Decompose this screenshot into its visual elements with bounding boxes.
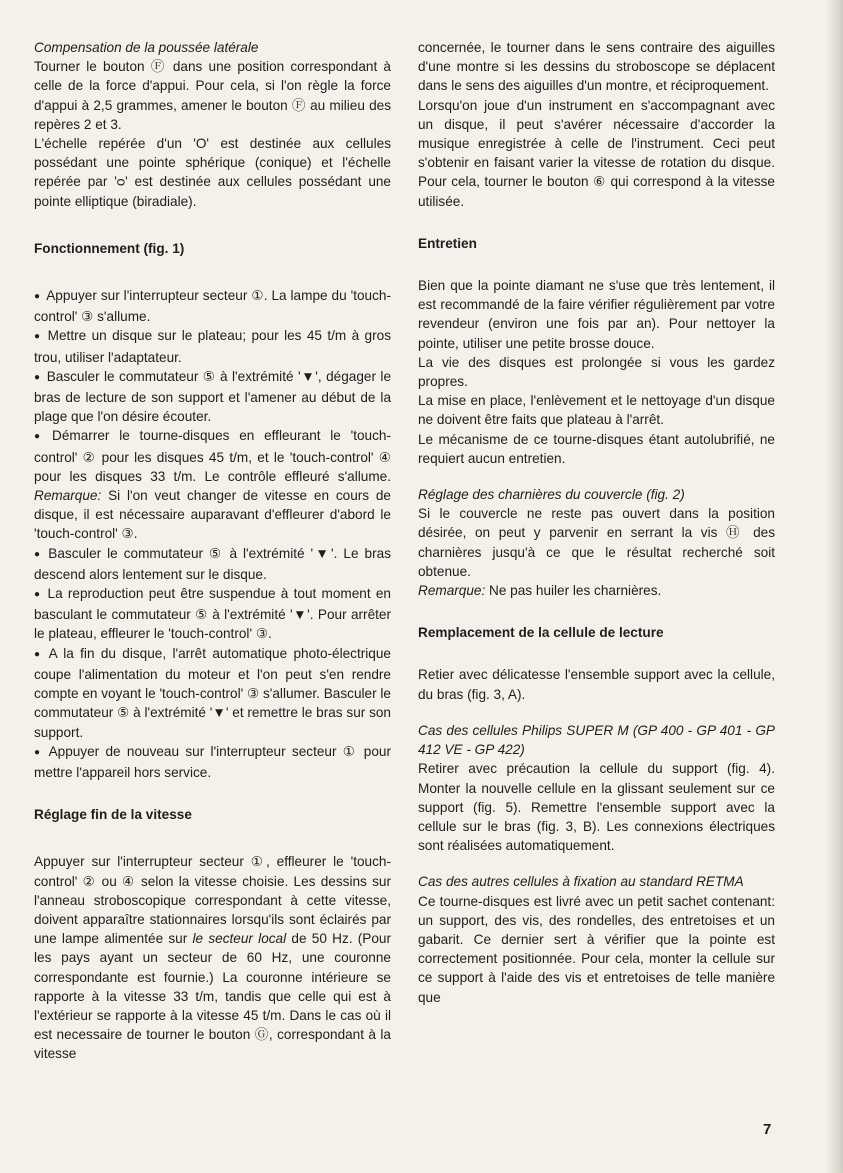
page-number: 7 [763,1121,772,1138]
paragraph: La mise en place, l'enlèvement et le nettoyage d'un disque ne doivent être faits que plateau à l'arrêt. [418,393,775,428]
section-heading-charnieres: Réglage des charnières du couvercle (fig. 2) [418,487,685,503]
bullet-item: ● Basculer le commutateur ⑤ à l'extrémité '▼'. Le bras descend alors lentement sur le disque. [34,544,391,584]
bullet-item: ● Appuyer de nouveau sur l'interrupteur secteur ① pour mettre l'appareil hors service. [34,742,391,782]
bullet-item: ● La reproduction peut être suspendue à tout moment en basculant le commutateur ⑤ à l'extrémité '▼'. Pour arrêter le plateau, effleurer le 'touch-control' ③. [34,584,391,644]
paragraph: Si le couvercle ne reste pas ouvert dans la position désirée, on peut y parvenir en serrant la vis Ⓗ des charnières jusqu'à ce que le résultat recherché soit obtenue. [418,506,775,579]
paragraph: Ce tourne-disques est livré avec un petit sachet contenant: un support, des vis, des rondelles, des entretoises et un gabarit. Ce dernier sert à vérifier que la pointe est correctement positionnée. Pour cela, monter la cellule sur ce support à l'aide des vis et entretoises de telle manière que [418,893,775,1005]
page-edge-shadow [825,0,843,1173]
bullet-item [34,426,391,543]
section-heading-vitesse: Réglage fin de la vitesse [34,807,192,823]
bullet-item: ● Mettre un disque sur le plateau; pour les 45 t/m à gros trou, utiliser l'adaptateur. [34,326,391,366]
remark-label: Remarque: [418,583,486,599]
paragraph: concernée, le tourner dans le sens contraire des aiguilles d'une montre si les dessins du stroboscope se déplacent dans le sens des aiguilles d'un montre, et réciproquement. [418,40,775,94]
remark-label: Remarque: [34,488,102,504]
bullet-item: ● Appuyer sur l'interrupteur secteur ①. La lampe du 'touch-control' ③ s'allume. [34,286,391,326]
paragraph: Lorsqu'on joue d'un instrument en s'accompagnant avec un disque, il peut s'avérer nécessaire d'accorder la musique enregistrée à celle de l'instrument. Ceci peut s'obtenir en faisant varier la vitesse de rotation du disque. Pour cela, tourner le bouton ⑥ qui correspond à la vitesse utilisée. [418,97,775,209]
paragraph: Retier avec délicatesse l'ensemble support avec la cellule, du bras (fig. 3, A). [418,667,775,702]
section-heading-fonctionnement: Fonctionnement (fig. 1) [34,240,185,256]
remark-text: Ne pas huiler les charnières. [489,583,662,599]
paragraph: Tourner le bouton Ⓕ dans une position correspondant à celle de la force d'appui. Pour cela, si l'on règle la force d'appui à 2,5 grammes, amener le bouton Ⓕ au milieu des repères 2 et 3. [34,59,391,132]
subheading-retma: Cas des autres cellules à fixation au standard RETMA [418,874,744,890]
paragraph-text: de 50 Hz. (Pour les pays ayant un secteur de 60 Hz, une couronne correspondante est fournie.) La couronne intérieure se rapporte à la vitesse 33 t/m, tandis que celle qui est à l'extérieur se rapporte à la vitesse 45 t/m. Dans le cas où il est necessaire de tourner le bouton Ⓖ, correspondant à la vitesse [34,931,391,1062]
bullet-item: ● Basculer le commutateur ⑤ à l'extrémité '▼', dégager le bras de lecture de son support et l'amener au début de la plage que l'on désire écouter. [34,367,391,427]
left-column [34,38,391,1064]
paragraph [34,852,391,1063]
paragraph: Retirer avec précaution la cellule du support (fig. 4). Monter la nouvelle cellule en la glissant seulement sur ce support (fig. 5). Remettre l'ensemble support avec la cellule sur le bras (fig. 3, B). Les connexions électriques sont réalisées automatiquement. [418,761,775,854]
paragraph: L'échelle repérée d'un 'O' est destinée aux cellules possédant une pointe sphérique (conique) et l'échelle repérée par 'ᴑ' est destinée aux cellules possédant une pointe elliptique (biradiale). [34,136,391,209]
section-heading-remplacement: Remplacement de la cellule de lecture [418,625,664,641]
remark-text: Si l'on veut changer de vitesse en cours de disque, il est nécessaire auparavant d'effleurer d'abord le 'touch-control' ③. [34,488,391,542]
paragraph: Le mécanisme de ce tourne-disques étant autolubrifié, ne requiert aucun entretien. [418,431,775,466]
emphasis-text: le secteur local [192,931,287,947]
paragraph [418,581,775,600]
subheading-philips: Cas des cellules Philips SUPER M (GP 400 - GP 401 - GP 412 VE - GP 422) [418,722,775,758]
paragraph-text: Appuyer sur l'interrupteur secteur ①, effleurer le 'touch-control' ② ou ④ selon la vitesse choisie. Les dessins sur l'anneau stroboscopique correspondant à cette vitesse, doivent apparaître stationnaires lorsqu'ils sont éclairés par une lampe alimentée sur [34,854,391,947]
paragraph: Bien que la pointe diamant ne s'use que très lentement, il est recommandé de la faire vérifier régulièrement par votre revendeur (environ une fois par an). Pour nettoyer la pointe, utiliser une petite brosse douce. [418,278,775,351]
section-heading-compensation: Compensation de la poussée latérale [34,40,259,55]
right-column [418,38,775,1007]
paragraph: La vie des disques est prolongée si vous les gardez propres. [418,354,775,390]
section-heading-entretien: Entretien [418,235,477,251]
bullet-text: Démarrer le tourne-disques en effleurant le 'touch-control' ② pour les disques 45 t/m, et le 'touch-control' ④ pour les disques 33 t/m. Le contrôle effleuré s'allume. [34,428,392,484]
bullet-item: ● A la fin du disque, l'arrêt automatique photo-électrique coupe l'alimentation du moteur et l'on peut s'en rendre compte en voyant le 'touch-control' ③ s'allumer. Basculer le commutateur ⑤ à l'extrémité '▼' et remettre le bras sur son support. [34,644,391,742]
